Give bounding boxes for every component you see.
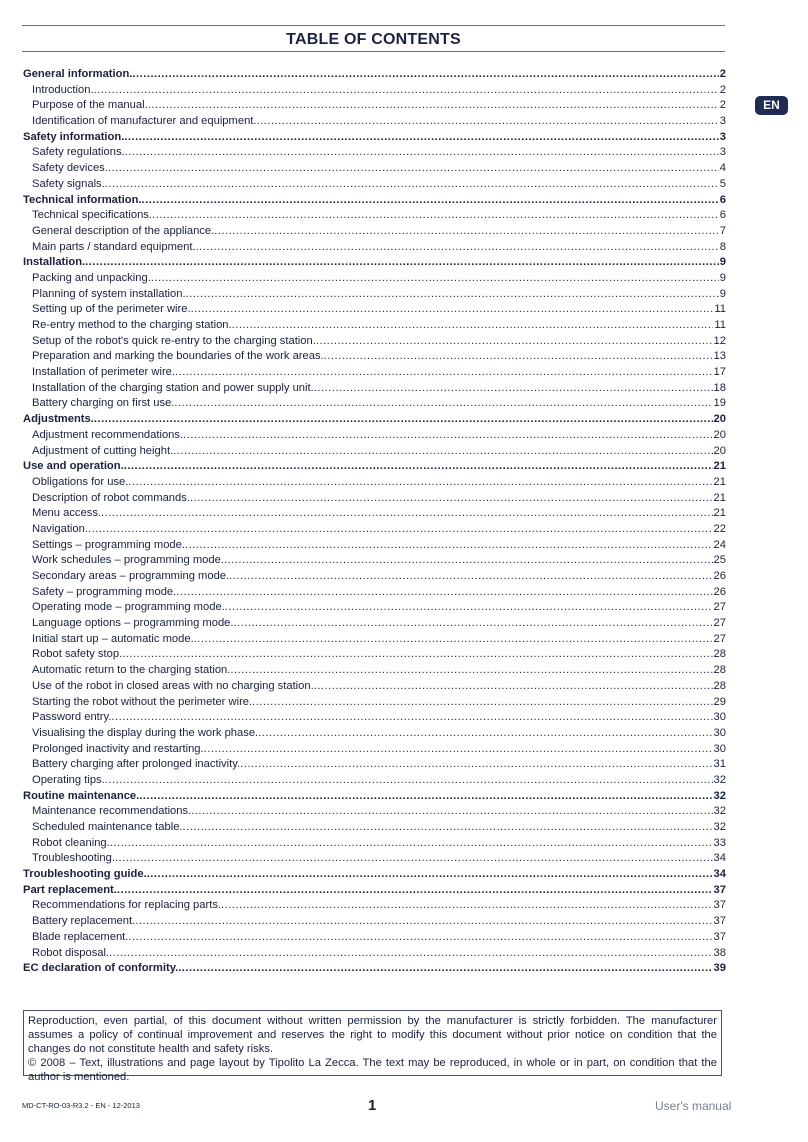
toc-subentry[interactable] xyxy=(23,114,726,130)
toc-subentry[interactable] xyxy=(23,161,726,177)
toc-leader-dots xyxy=(101,506,713,522)
table-of-contents xyxy=(23,67,726,977)
toc-subentry[interactable] xyxy=(23,522,726,538)
toc-subentry[interactable] xyxy=(23,553,726,569)
toc-entry-label: Adjustments. xyxy=(23,413,94,426)
toc-entry-page: 21 xyxy=(713,460,726,473)
toc-entry-label: Troubleshooting. xyxy=(32,852,115,865)
toc-subentry[interactable] xyxy=(23,898,726,914)
toc-section-entry[interactable] xyxy=(23,130,726,146)
toc-entry-label: Adjustment of cutting height. xyxy=(32,444,174,457)
toc-entry-page: 6 xyxy=(719,193,726,206)
toc-leader-dots xyxy=(176,585,712,601)
toc-entry-page: 6 xyxy=(719,209,726,222)
toc-leader-dots xyxy=(224,553,713,569)
toc-entry-page: 37 xyxy=(713,915,726,928)
toc-section-entry[interactable] xyxy=(23,459,726,475)
toc-entry-page: 25 xyxy=(713,554,726,567)
toc-entry-page: 5 xyxy=(719,177,726,190)
toc-leader-dots xyxy=(142,193,719,209)
toc-entry-label: Introduction. xyxy=(32,83,94,96)
toc-entry-page: 27 xyxy=(713,601,726,614)
toc-subentry[interactable] xyxy=(23,851,726,867)
toc-subentry[interactable] xyxy=(23,365,726,381)
toc-leader-dots xyxy=(135,914,712,930)
toc-entry-page: 32 xyxy=(713,789,726,802)
toc-entry-page: 29 xyxy=(713,695,726,708)
toc-entry-label: Technical specifications. xyxy=(32,209,153,222)
toc-entry-label: Initial start up – automatic mode. xyxy=(32,632,194,645)
toc-entry-label: Installation. xyxy=(23,256,86,269)
toc-leader-dots xyxy=(151,271,719,287)
toc-entry-page: 28 xyxy=(713,664,726,677)
toc-entry-label: Description of robot commands. xyxy=(32,491,190,504)
toc-section-entry[interactable] xyxy=(23,961,726,977)
toc-subentry[interactable] xyxy=(23,491,726,507)
toc-leader-dots xyxy=(117,883,713,899)
toc-entry-label: Starting the robot without the perimeter wire. xyxy=(32,695,253,708)
toc-entry-label: General description of the appliance. xyxy=(32,224,215,237)
toc-leader-dots xyxy=(147,867,713,883)
notice-paragraph: Reproduction, even partial, of this document without written permission by the manufacturer is strictly forbidden. The manufacturer assumes a policy of continual improvement and reserves the right to modify this document without prior notice on condition that the changes do not constitute health and safety risks. xyxy=(28,1015,717,1055)
toc-entry-label: Part replacement. xyxy=(23,883,117,896)
toc-leader-dots xyxy=(128,475,712,491)
toc-entry-label: Maintenance recommendations. xyxy=(32,805,192,818)
toc-entry-page: 38 xyxy=(713,946,726,959)
toc-entry-label: Preparation and marking the boundaries of the work areas. xyxy=(32,350,324,363)
toc-subentry[interactable] xyxy=(23,444,726,460)
toc-entry-page: 26 xyxy=(713,570,726,582)
title-rule xyxy=(22,51,725,52)
toc-subentry[interactable] xyxy=(23,224,726,240)
toc-entry-page: 27 xyxy=(713,632,726,645)
toc-entry-label: Robot disposal. xyxy=(32,946,110,959)
toc-section-entry[interactable] xyxy=(23,412,726,428)
toc-leader-dots xyxy=(314,381,713,397)
toc-entry-page: 3 xyxy=(719,146,726,159)
toc-leader-dots xyxy=(229,569,712,585)
toc-subentry[interactable] xyxy=(23,836,726,852)
toc-entry-label: Language options – programming mode. xyxy=(32,617,234,630)
toc-subentry[interactable] xyxy=(23,946,726,962)
toc-leader-dots xyxy=(132,67,718,83)
toc-entry-label: Battery charging after prolonged inactivity. xyxy=(32,758,241,771)
toc-leader-dots xyxy=(324,349,713,365)
toc-leader-dots xyxy=(122,647,712,663)
toc-subentry[interactable] xyxy=(23,428,726,444)
toc-section-entry[interactable] xyxy=(23,789,726,805)
toc-leader-dots xyxy=(105,177,719,193)
toc-entry-page: 37 xyxy=(713,899,726,912)
toc-leader-dots xyxy=(225,600,713,616)
document-code: MD-CT-RO-03-R3.2 - EN - 12-2013 xyxy=(22,1101,140,1110)
page-number: 1 xyxy=(368,1097,377,1114)
toc-entry-label: Navigation. xyxy=(32,522,88,535)
toc-subentry[interactable] xyxy=(23,757,726,773)
toc-leader-dots xyxy=(214,224,719,240)
toc-subentry[interactable] xyxy=(23,98,726,114)
toc-subentry[interactable] xyxy=(23,820,726,836)
toc-entry-page: 12 xyxy=(713,334,726,347)
toc-entry-page: 7 xyxy=(719,224,726,237)
toc-entry-label: Safety signals. xyxy=(32,177,105,190)
toc-entry-page: 34 xyxy=(713,868,726,881)
copyright-notice xyxy=(23,1010,722,1083)
toc-entry-page: 20 xyxy=(713,428,726,441)
toc-leader-dots xyxy=(88,522,713,538)
toc-entry-label: Setting up of the perimeter wire. xyxy=(32,303,191,316)
toc-leader-dots xyxy=(191,302,714,318)
toc-entry-page: 9 xyxy=(719,271,726,284)
toc-leader-dots xyxy=(125,145,719,161)
toc-entry-label: Main parts / standard equipment. xyxy=(32,240,196,253)
toc-entry-page: 30 xyxy=(713,742,726,755)
toc-subentry[interactable] xyxy=(23,679,726,695)
toc-leader-dots xyxy=(94,83,719,99)
toc-subentry[interactable] xyxy=(23,302,726,318)
top-rule xyxy=(22,25,725,26)
toc-entry-page: 26 xyxy=(713,585,726,598)
toc-subentry[interactable] xyxy=(23,569,726,585)
toc-entry-page: 28 xyxy=(713,679,726,692)
toc-entry-label: Password entry. xyxy=(32,711,112,724)
toc-entry-label: Battery charging on first use. xyxy=(32,397,175,410)
toc-section-entry[interactable] xyxy=(23,883,726,899)
toc-entry-label: Robot safety stop. xyxy=(32,648,123,661)
toc-entry-label: Use of the robot in closed areas with no charging station. xyxy=(32,679,314,692)
toc-entry-page: 37 xyxy=(713,930,726,943)
toc-subentry[interactable] xyxy=(23,83,726,99)
toc-entry-label: Use and operation. xyxy=(23,460,124,473)
toc-subentry[interactable] xyxy=(23,240,726,256)
toc-subentry[interactable] xyxy=(23,287,726,303)
toc-leader-dots xyxy=(108,161,719,177)
toc-subentry[interactable] xyxy=(23,695,726,711)
toc-leader-dots xyxy=(94,412,713,428)
toc-subentry[interactable] xyxy=(23,349,726,365)
toc-entry-label: Menu access. xyxy=(32,507,102,520)
toc-entry-page: 21 xyxy=(713,475,726,488)
toc-entry-page: 20 xyxy=(713,444,726,457)
toc-leader-dots xyxy=(85,255,719,271)
notice-paragraph: © 2008 – Text, illustrations and page layout by Tipolito La Zecca. The text may be reproduced, in whole or in part, on condition that the author is mentioned. xyxy=(28,1057,717,1083)
toc-section-entry[interactable] xyxy=(23,867,726,883)
toc-leader-dots xyxy=(124,459,713,475)
toc-entry-page: 32 xyxy=(713,821,726,833)
toc-entry-label: Adjustment recommendations. xyxy=(32,428,184,441)
toc-leader-dots xyxy=(314,679,713,695)
toc-leader-dots xyxy=(110,836,713,852)
toc-leader-dots xyxy=(139,789,712,805)
toc-subentry[interactable] xyxy=(23,538,726,554)
toc-entry-page: 21 xyxy=(713,491,726,504)
toc-leader-dots xyxy=(109,946,712,962)
toc-subentry[interactable] xyxy=(23,632,726,648)
toc-subentry[interactable] xyxy=(23,600,726,616)
toc-subentry[interactable] xyxy=(23,663,726,679)
toc-leader-dots xyxy=(196,240,719,256)
toc-leader-dots xyxy=(148,98,719,114)
toc-leader-dots xyxy=(178,961,712,977)
toc-entry-page: 20 xyxy=(713,413,726,426)
toc-subentry[interactable] xyxy=(23,318,726,334)
toc-entry-page: 31 xyxy=(713,758,726,771)
toc-leader-dots xyxy=(183,428,712,444)
toc-leader-dots xyxy=(115,851,713,867)
toc-entry-page: 2 xyxy=(719,83,726,96)
toc-entry-label: Technical information. xyxy=(23,193,142,206)
toc-leader-dots xyxy=(128,930,712,946)
toc-leader-dots xyxy=(191,804,712,820)
toc-entry-page: 2 xyxy=(719,99,726,112)
toc-entry-label: Visualising the display during the work phase. xyxy=(32,726,259,739)
toc-leader-dots xyxy=(174,396,712,412)
toc-subentry[interactable] xyxy=(23,177,726,193)
toc-entry-label: Safety regulations. xyxy=(32,146,125,159)
toc-subentry[interactable] xyxy=(23,208,726,224)
toc-entry-label: General information. xyxy=(23,68,133,80)
toc-entry-label: Troubleshooting guide. xyxy=(23,868,147,881)
toc-leader-dots xyxy=(316,334,713,350)
toc-leader-dots xyxy=(183,820,713,836)
toc-entry-label: Re-entry method to the charging station. xyxy=(32,319,232,331)
toc-subentry[interactable] xyxy=(23,742,726,758)
toc-subentry[interactable] xyxy=(23,647,726,663)
language-badge: EN xyxy=(755,96,788,115)
toc-subentry[interactable] xyxy=(23,616,726,632)
toc-subentry[interactable] xyxy=(23,271,726,287)
toc-entry-page: 24 xyxy=(713,538,726,551)
toc-entry-label: Operating tips. xyxy=(32,773,105,786)
toc-entry-label: Scheduled maintenance table. xyxy=(32,821,183,833)
toc-leader-dots xyxy=(230,663,712,679)
toc-subentry[interactable] xyxy=(23,804,726,820)
toc-entry-page: 11 xyxy=(714,303,726,316)
toc-entry-label: Identification of manufacturer and equipment. xyxy=(32,115,257,128)
toc-entry-label: Battery replacement. xyxy=(32,915,136,928)
toc-entry-page: 30 xyxy=(713,711,726,724)
toc-leader-dots xyxy=(175,365,713,381)
toc-entry-label: Purpose of the manual. xyxy=(32,99,148,112)
toc-entry-label: Setup of the robot's quick re-entry to the charging station. xyxy=(32,334,316,347)
toc-entry-page: 27 xyxy=(713,617,726,630)
toc-subentry[interactable] xyxy=(23,773,726,789)
toc-leader-dots xyxy=(257,114,719,130)
toc-entry-label: Automatic return to the charging station. xyxy=(32,664,231,677)
toc-entry-page: 11 xyxy=(714,319,726,331)
toc-subentry[interactable] xyxy=(23,396,726,412)
toc-leader-dots xyxy=(221,898,713,914)
toc-leader-dots xyxy=(186,287,719,303)
toc-entry-page: 30 xyxy=(713,726,726,739)
toc-entry-page: 4 xyxy=(719,162,726,175)
toc-entry-page: 9 xyxy=(719,287,726,300)
toc-entry-label: Safety information. xyxy=(23,130,125,143)
toc-entry-label: Recommendations for replacing parts. xyxy=(32,899,222,912)
page-title: TABLE OF CONTENTS xyxy=(286,31,461,48)
toc-entry-page: 28 xyxy=(713,648,726,661)
toc-leader-dots xyxy=(204,742,713,758)
toc-entry-page: 3 xyxy=(719,130,726,143)
toc-subentry[interactable] xyxy=(23,334,726,350)
toc-subentry[interactable] xyxy=(23,506,726,522)
toc-leader-dots xyxy=(258,726,712,742)
toc-entry-page: 9 xyxy=(719,256,726,269)
toc-entry-label: Work schedules – programming mode. xyxy=(32,554,224,567)
toc-leader-dots xyxy=(185,538,713,554)
toc-subentry[interactable] xyxy=(23,726,726,742)
toc-section-entry[interactable] xyxy=(23,67,726,83)
toc-subentry[interactable] xyxy=(23,475,726,491)
toc-entry-page: 33 xyxy=(713,836,726,849)
toc-entry-page: 17 xyxy=(713,366,726,379)
toc-entry-page: 18 xyxy=(713,381,726,394)
toc-entry-page: 32 xyxy=(713,773,726,786)
toc-entry-page: 21 xyxy=(713,507,726,520)
toc-subentry[interactable] xyxy=(23,145,726,161)
toc-leader-dots xyxy=(111,710,712,726)
toc-entry-page: 39 xyxy=(713,962,726,975)
toc-entry-label: Secondary areas – programming mode. xyxy=(32,570,230,582)
toc-subentry[interactable] xyxy=(23,914,726,930)
toc-entry-page: 32 xyxy=(713,805,726,818)
toc-entry-label: Safety – programming mode. xyxy=(32,585,177,598)
toc-leader-dots xyxy=(124,130,718,146)
toc-entry-page: 34 xyxy=(713,852,726,865)
toc-entry-page: 37 xyxy=(713,883,726,896)
toc-leader-dots xyxy=(234,616,713,632)
toc-section-entry[interactable] xyxy=(23,193,726,209)
toc-entry-label: Operating mode – programming mode. xyxy=(32,601,225,614)
toc-entry-label: Settings – programming mode. xyxy=(32,538,185,551)
toc-entry-page: 19 xyxy=(713,397,726,410)
toc-entry-label: Safety devices. xyxy=(32,162,108,175)
toc-entry-label: Installation of perimeter wire. xyxy=(32,366,176,379)
toc-entry-label: Blade replacement. xyxy=(32,930,129,943)
toc-entry-label: Packing and unpacking. xyxy=(32,271,151,284)
toc-entry-label: Planning of system installation. xyxy=(32,287,186,300)
toc-leader-dots xyxy=(252,695,712,711)
toc-leader-dots xyxy=(105,773,713,789)
toc-entry-label: Obligations for use. xyxy=(32,475,129,488)
toc-leader-dots xyxy=(240,757,712,773)
toc-leader-dots xyxy=(173,444,712,460)
manual-label: User's manual xyxy=(655,1099,732,1113)
toc-subentry[interactable] xyxy=(23,930,726,946)
toc-entry-label: Routine maintenance. xyxy=(23,789,140,802)
toc-entry-label: Installation of the charging station and power supply unit. xyxy=(32,381,314,394)
toc-section-entry[interactable] xyxy=(23,255,726,271)
toc-entry-page: 22 xyxy=(713,522,726,535)
toc-leader-dots xyxy=(190,491,713,507)
toc-entry-label: Robot cleaning. xyxy=(32,836,110,849)
toc-entry-label: EC declaration of conformity. xyxy=(23,962,179,975)
toc-leader-dots xyxy=(152,208,719,224)
toc-entry-page: 8 xyxy=(719,240,726,253)
toc-leader-dots xyxy=(194,632,713,648)
toc-leader-dots xyxy=(232,318,714,334)
toc-subentry[interactable] xyxy=(23,381,726,397)
toc-subentry[interactable] xyxy=(23,710,726,726)
toc-subentry[interactable] xyxy=(23,585,726,601)
toc-entry-page: 13 xyxy=(713,350,726,363)
toc-entry-page: 2 xyxy=(719,68,726,80)
toc-entry-label: Prolonged inactivity and restarting. xyxy=(32,742,204,755)
toc-entry-page: 3 xyxy=(719,115,726,128)
